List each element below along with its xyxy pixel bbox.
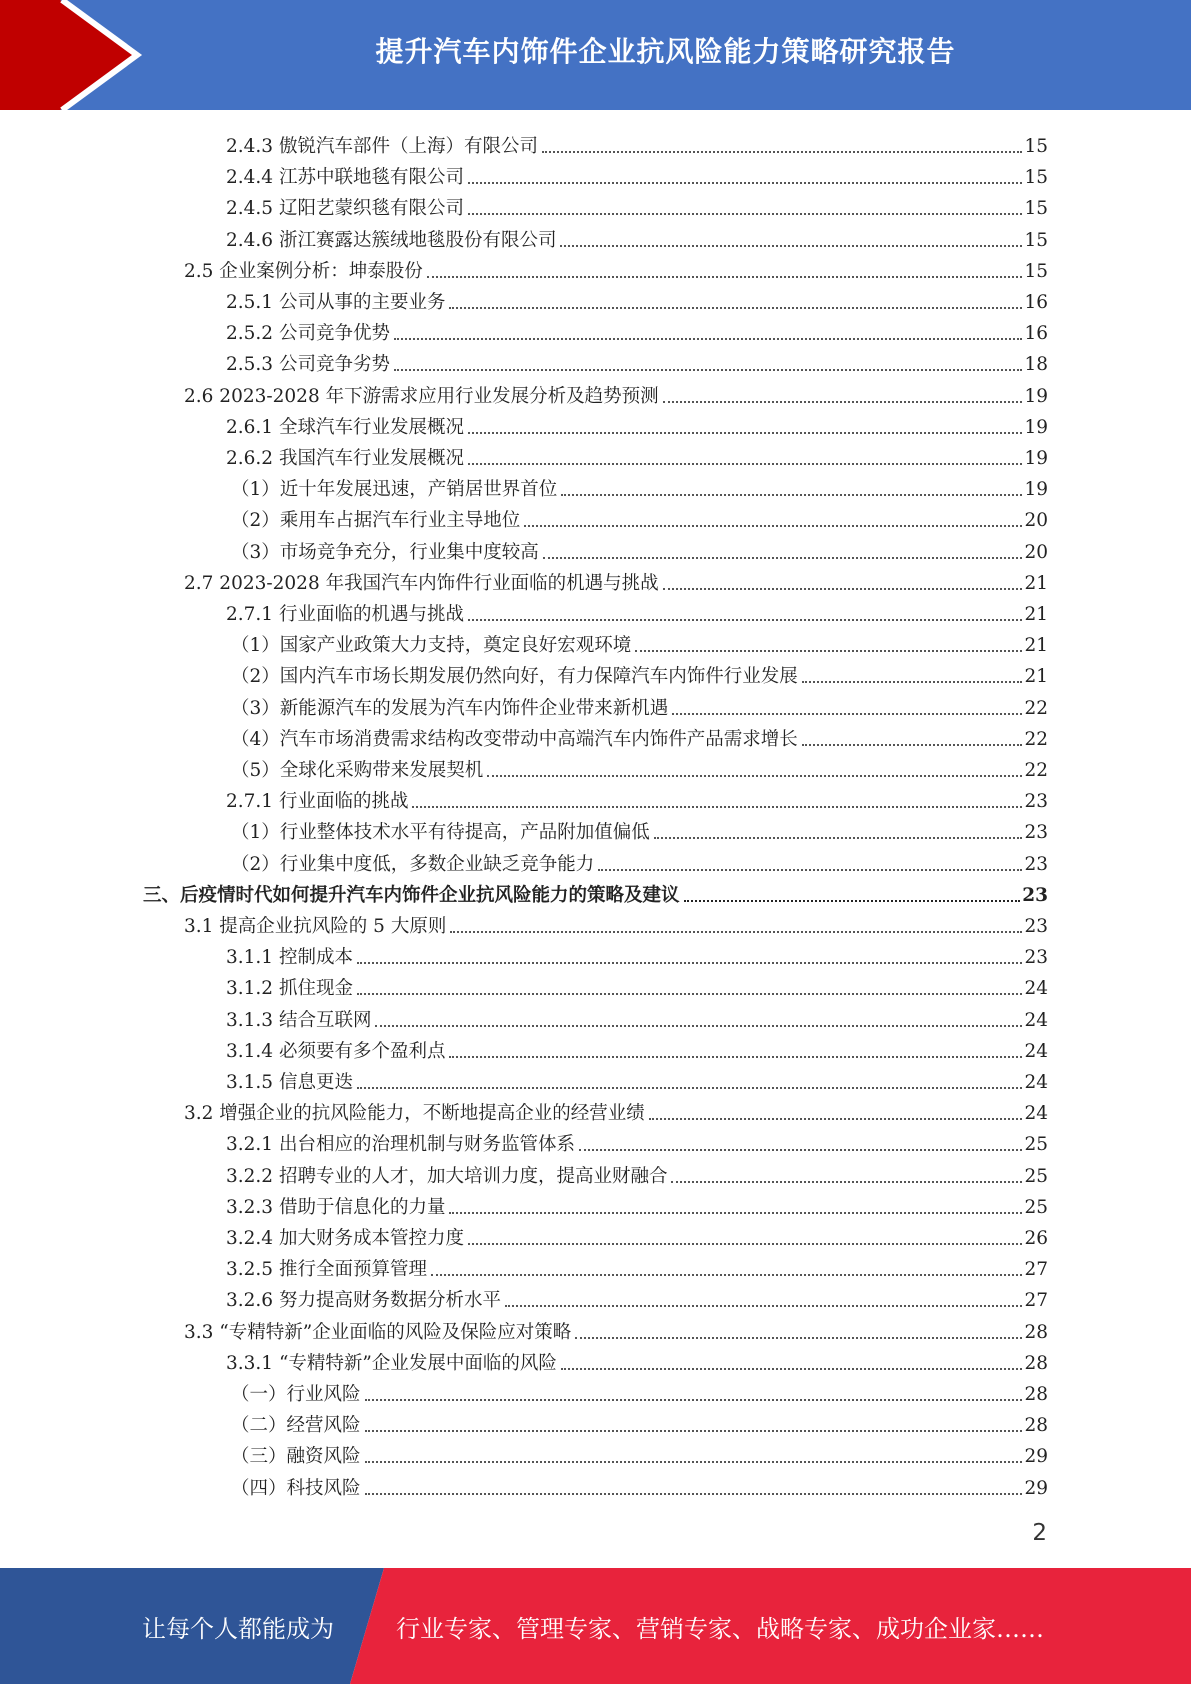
toc-entry[interactable] [226, 1032, 1048, 1063]
toc-entry-label: 2.5.1 公司从事的主要业务 [226, 292, 446, 313]
toc-dot-leader [357, 993, 1023, 995]
toc-entry-page: 24 [1024, 1009, 1048, 1031]
toc-entry[interactable] [226, 439, 1048, 470]
toc-dot-leader [468, 432, 1022, 434]
toc-dot-leader [649, 1118, 1023, 1120]
toc-entry-page: 21 [1024, 604, 1048, 625]
toc-entry-page: 23 [1024, 853, 1048, 875]
toc-entry-page: 15 [1024, 136, 1048, 157]
toc-dot-leader [663, 401, 1023, 403]
toc-entry-label: 2.7.1 行业面临的挑战 [226, 791, 409, 813]
toc-entry-page: 29 [1024, 1446, 1048, 1468]
toc-entry[interactable] [226, 595, 1048, 626]
toc-entry-page: 16 [1024, 292, 1048, 313]
toc-entry[interactable] [231, 845, 1048, 876]
toc-entry[interactable] [184, 564, 1048, 595]
toc-dot-leader [663, 588, 1023, 590]
toc-dot-leader [468, 619, 1022, 621]
toc-entry-label: 3.1.5 信息更迭 [226, 1072, 353, 1093]
toc-dot-leader [468, 182, 1022, 184]
toc-entry-label: 3.1.3 结合互联网 [226, 1009, 372, 1031]
toc-dot-leader [365, 1430, 1023, 1432]
toc-entry[interactable] [226, 1250, 1048, 1281]
toc-entry[interactable] [231, 689, 1048, 720]
toc-entry-label: （三）融资风险 [231, 1446, 361, 1468]
toc-entry-label: 3.2.4 加大财务成本管控力度 [226, 1228, 464, 1249]
toc-entry-label: （4）汽车市场消费需求结构改变带动中高端汽车内饰件产品需求增长 [231, 728, 798, 750]
toc-dot-leader [487, 775, 1022, 777]
toc-entry-page: 29 [1024, 1477, 1048, 1499]
toc-entry[interactable] [231, 813, 1048, 844]
toc-entry[interactable] [226, 782, 1048, 813]
toc-entry-label: 3.2 增强企业的抗风险能力，不断地提高企业的经营业绩 [184, 1103, 645, 1125]
toc-entry-page: 28 [1024, 1384, 1048, 1405]
header-arrow-icon [0, 0, 160, 110]
toc-entry[interactable] [226, 127, 1048, 158]
toc-entry[interactable] [226, 1125, 1048, 1156]
toc-entry[interactable] [226, 158, 1048, 189]
toc-entry-page: 22 [1024, 760, 1048, 781]
toc-dot-leader [468, 213, 1022, 215]
toc-entry[interactable] [226, 283, 1048, 314]
toc-entry-page: 19 [1024, 416, 1048, 438]
toc-entry-page: 16 [1024, 323, 1048, 345]
toc-entry-page: 25 [1024, 1165, 1048, 1187]
toc-entry-label: 3.3.1 “专精特新”企业发展中面临的风险 [226, 1352, 557, 1374]
toc-entry-page: 24 [1024, 978, 1048, 1000]
toc-entry-label: （3）新能源汽车的发展为汽车内饰件企业带来新机遇 [231, 697, 669, 719]
toc-dot-leader [375, 1025, 1022, 1027]
toc-dot-leader [365, 1461, 1023, 1463]
toc-entry-page: 20 [1024, 541, 1048, 563]
toc-entry-page: 21 [1024, 635, 1048, 657]
toc-entry-label: 2.7 2023-2028 年我国汽车内饰件行业面临的机遇与挑战 [184, 572, 659, 594]
toc-dot-leader [357, 1087, 1023, 1089]
toc-entry-page: 20 [1024, 510, 1048, 532]
toc-entry-label: （1）行业整体技术水平有待提高，产品附加值偏低 [231, 822, 650, 844]
toc-dot-leader [802, 681, 1023, 683]
toc-entry-page: 28 [1024, 1321, 1048, 1343]
toc-entry[interactable] [231, 1375, 1048, 1406]
toc-dot-leader [654, 837, 1023, 839]
toc-entry-page: 23 [1024, 791, 1048, 813]
toc-dot-leader [450, 931, 1022, 933]
toc-entry-label: 2.4.5 辽阳艺蒙织毯有限公司 [226, 198, 464, 220]
toc-entry-label: （二）经营风险 [231, 1415, 361, 1437]
toc-entry-page: 24 [1024, 1103, 1048, 1125]
toc-dot-leader [684, 900, 1021, 902]
toc-entry[interactable] [226, 189, 1048, 220]
toc-entry[interactable] [226, 314, 1048, 345]
footer-slogan-right: 行业专家、管理专家、营销专家、战略专家、成功企业家…… [396, 1614, 1044, 1643]
toc-entry-label: 3.1.4 必须要有多个盈利点 [226, 1040, 446, 1062]
toc-dot-leader [468, 1243, 1022, 1245]
toc-dot-leader [543, 557, 1023, 559]
toc-dot-leader [802, 744, 1023, 746]
page-number: 2 [1032, 1520, 1047, 1546]
toc-entry-label: 2.7.1 行业面临的机遇与挑战 [226, 604, 464, 625]
toc-entry-page: 27 [1024, 1290, 1048, 1312]
toc-entry[interactable] [231, 533, 1048, 564]
toc-entry-label: （1）国家产业政策大力支持，奠定良好宏观环境 [231, 635, 632, 657]
toc-dot-leader [560, 245, 1022, 247]
toc-entry[interactable] [226, 969, 1048, 1000]
toc-entry-page: 26 [1024, 1228, 1048, 1249]
toc-entry-label: （5）全球化采购带来发展契机 [231, 760, 484, 781]
toc-entry[interactable] [226, 1188, 1048, 1219]
toc-entry-label: 3.2.1 出台相应的治理机制与财务监管体系 [226, 1134, 575, 1156]
toc-dot-leader [365, 1399, 1023, 1401]
toc-entry[interactable] [226, 1001, 1048, 1032]
toc-entry-page: 19 [1024, 385, 1048, 407]
toc-entry-label: （四）科技风险 [231, 1477, 361, 1499]
toc-dot-leader [449, 307, 1022, 309]
toc-entry[interactable] [184, 907, 1048, 938]
toc-entry-label: 3.1.1 控制成本 [226, 947, 353, 969]
toc-entry[interactable] [143, 876, 1048, 907]
toc-entry-page: 25 [1024, 1196, 1048, 1218]
toc-entry-page: 23 [1022, 884, 1048, 906]
toc-entry[interactable] [184, 1094, 1048, 1125]
toc-dot-leader [505, 1305, 1022, 1307]
toc-entry[interactable] [231, 657, 1048, 688]
toc-entry-label: 3.1.2 抓住现金 [226, 978, 353, 1000]
toc-entry[interactable] [226, 1063, 1048, 1094]
toc-entry-page: 24 [1024, 1040, 1048, 1062]
toc-entry-label: 3.3 “专精特新”企业面临的风险及保险应对策略 [184, 1321, 572, 1343]
toc-entry[interactable] [226, 408, 1048, 439]
toc-entry-label: （1）近十年发展迅速，产销居世界首位 [231, 479, 558, 501]
toc-entry[interactable] [231, 1469, 1048, 1500]
toc-entry-page: 27 [1024, 1259, 1048, 1281]
toc-entry[interactable] [226, 221, 1048, 252]
toc-entry[interactable] [231, 1406, 1048, 1437]
toc-entry-page: 15 [1024, 260, 1048, 282]
toc-entry[interactable] [226, 1157, 1048, 1188]
toc-dot-leader [412, 806, 1022, 808]
toc-entry-page: 15 [1024, 229, 1048, 251]
toc-dot-leader [394, 338, 1022, 340]
toc-dot-leader [575, 1337, 1022, 1339]
toc-entry-label: 3.2.5 推行全面预算管理 [226, 1259, 427, 1281]
toc-entry[interactable] [231, 751, 1048, 782]
toc-dot-leader [449, 1212, 1022, 1214]
toc-entry[interactable] [226, 938, 1048, 969]
toc-entry-label: 2.4.6 浙江赛露达簇绒地毯股份有限公司 [226, 229, 557, 251]
toc-entry-label: （2）国内汽车市场长期发展仍然向好，有力保障汽车内饰件行业发展 [231, 666, 798, 688]
toc-entry[interactable] [231, 501, 1048, 532]
toc-dot-leader [449, 1056, 1022, 1058]
toc-dot-leader [561, 1368, 1023, 1370]
footer-slogan-left: 让每个人都能成为 [142, 1614, 334, 1643]
toc-entry-label: 2.4.3 傲锐汽车部件（上海）有限公司 [226, 136, 538, 157]
toc-entry[interactable] [231, 720, 1048, 751]
toc-dot-leader [672, 713, 1022, 715]
toc-entry-label: 3.2.6 努力提高财务数据分析水平 [226, 1290, 501, 1312]
toc-dot-leader [524, 525, 1022, 527]
toc-entry[interactable] [231, 1437, 1048, 1468]
toc-dot-leader [671, 1181, 1022, 1183]
toc-entry-label: 3.1 提高企业抗风险的 5 大原则 [184, 916, 447, 937]
toc-entry[interactable] [226, 1344, 1048, 1375]
toc-entry-label: 2.4.4 江苏中联地毯有限公司 [226, 167, 464, 189]
toc-entry-page: 15 [1024, 198, 1048, 220]
toc-entry-label: 3.2.3 借助于信息化的力量 [226, 1196, 446, 1218]
toc-entry-page: 21 [1024, 572, 1048, 594]
toc-entry-label: 2.5.3 公司竞争劣势 [226, 354, 390, 376]
toc-dot-leader [357, 962, 1023, 964]
toc-entry-page: 18 [1024, 354, 1048, 376]
toc-entry-page: 22 [1024, 728, 1048, 750]
toc-entry[interactable] [226, 1219, 1048, 1250]
toc-entry[interactable] [184, 377, 1048, 408]
toc-entry-label: （2）行业集中度低，多数企业缺乏竞争能力 [231, 853, 595, 875]
toc-dot-leader [468, 463, 1022, 465]
toc-entry-page: 23 [1024, 822, 1048, 844]
toc-entry-label: 3.2.2 招聘专业的人才，加大培训力度，提高业财融合 [226, 1165, 668, 1187]
toc-dot-leader [635, 650, 1022, 652]
toc-entry-page: 28 [1024, 1352, 1048, 1374]
toc-dot-leader [542, 151, 1022, 153]
toc-entry-label: （3）市场竞争充分，行业集中度较高 [231, 541, 539, 563]
toc-dot-leader [561, 494, 1022, 496]
toc-dot-leader [431, 1274, 1022, 1276]
footer-banner [0, 1568, 1191, 1684]
report-header [0, 0, 1191, 110]
toc-entry-page: 19 [1024, 479, 1048, 501]
report-title: 提升汽车内饰件企业抗风险能力策略研究报告 [375, 35, 956, 68]
toc-entry-label: 2.6.2 我国汽车行业发展概况 [226, 448, 464, 469]
toc-dot-leader [365, 1493, 1023, 1495]
toc-dot-leader [427, 276, 1023, 278]
toc-entry-page: 15 [1024, 167, 1048, 189]
toc-entry-page: 19 [1024, 448, 1048, 469]
toc-dot-leader [598, 869, 1022, 871]
toc-entry[interactable] [231, 626, 1048, 657]
toc-entry-label: 2.5.2 公司竞争优势 [226, 323, 390, 345]
toc-dot-leader [394, 369, 1022, 371]
toc-entry[interactable] [184, 252, 1048, 283]
toc-dot-leader [579, 1149, 1022, 1151]
toc-entry-label: （一）行业风险 [231, 1384, 361, 1405]
toc-entry-label: 三、后疫情时代如何提升汽车内饰件企业抗风险能力的策略及建议 [143, 884, 680, 906]
toc-entry[interactable] [184, 1313, 1048, 1344]
toc-entry-label: 2.6.1 全球汽车行业发展概况 [226, 416, 464, 438]
toc-entry-page: 28 [1024, 1415, 1048, 1437]
toc-entry-page: 23 [1024, 916, 1048, 937]
toc-entry-page: 22 [1024, 697, 1048, 719]
toc-entry-label: 2.5 企业案例分析：坤泰股份 [184, 260, 423, 282]
toc-entry-label: （2）乘用车占据汽车行业主导地位 [231, 510, 521, 532]
toc-entry[interactable] [226, 1281, 1048, 1312]
toc-entry-page: 23 [1024, 947, 1048, 969]
toc-entry-page: 25 [1024, 1134, 1048, 1156]
toc-entry[interactable] [231, 470, 1048, 501]
toc-entry-label: 2.6 2023-2028 年下游需求应用行业发展分析及趋势预测 [184, 385, 659, 407]
toc-entry-page: 21 [1024, 666, 1048, 688]
toc-entry-page: 24 [1024, 1072, 1048, 1093]
toc-entry[interactable] [226, 345, 1048, 376]
